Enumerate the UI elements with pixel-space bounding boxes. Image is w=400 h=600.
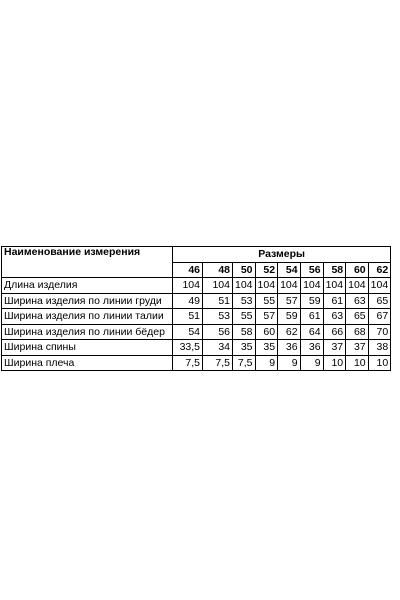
value-cell: 65 [346,309,369,325]
value-cell: 49 [173,293,203,309]
value-cell: 59 [278,309,301,325]
value-cell: 7,5 [203,355,233,371]
size-cell: 48 [203,262,233,278]
size-cell: 50 [233,262,256,278]
value-cell: 59 [300,293,323,309]
value-cell: 104 [173,278,203,294]
value-cell: 10 [346,355,369,371]
value-cell: 70 [368,324,391,340]
value-cell: 61 [300,309,323,325]
value-cell: 53 [203,309,233,325]
value-cell: 58 [233,324,256,340]
row-label: Ширина изделия по линии талии [2,309,173,325]
value-cell: 104 [300,278,323,294]
row-label: Длина изделия [2,278,173,294]
size-cell: 62 [368,262,391,278]
value-cell: 61 [323,293,346,309]
row-label: Ширина спины [2,340,173,356]
value-cell: 104 [368,278,391,294]
value-cell: 63 [323,309,346,325]
size-cell: 46 [173,262,203,278]
value-cell: 62 [278,324,301,340]
value-cell: 68 [346,324,369,340]
sizes-header: Размеры [173,247,391,263]
value-cell: 104 [233,278,256,294]
value-cell: 65 [368,293,391,309]
value-cell: 67 [368,309,391,325]
size-cell: 60 [346,262,369,278]
value-cell: 37 [346,340,369,356]
value-cell: 9 [255,355,278,371]
value-cell: 7,5 [233,355,256,371]
measurement-name-header: Наименование измерения [2,247,173,278]
value-cell: 104 [278,278,301,294]
value-cell: 57 [278,293,301,309]
value-cell: 104 [255,278,278,294]
value-cell: 36 [278,340,301,356]
value-cell: 35 [255,340,278,356]
value-cell: 104 [346,278,369,294]
size-cell: 58 [323,262,346,278]
table-row [2,340,391,356]
row-label: Ширина изделия по линии груди [2,293,173,309]
row-label: Ширина изделия по линии бёдер [2,324,173,340]
value-cell: 10 [368,355,391,371]
value-cell: 38 [368,340,391,356]
value-cell: 37 [323,340,346,356]
value-cell: 10 [323,355,346,371]
value-cell: 104 [203,278,233,294]
value-cell: 54 [173,324,203,340]
value-cell: 51 [173,309,203,325]
value-cell: 9 [300,355,323,371]
size-cell: 56 [300,262,323,278]
value-cell: 51 [203,293,233,309]
table-row [2,278,391,294]
value-cell: 66 [323,324,346,340]
value-cell: 7,5 [173,355,203,371]
value-cell: 56 [203,324,233,340]
size-cell: 52 [255,262,278,278]
value-cell: 64 [300,324,323,340]
value-cell: 104 [323,278,346,294]
value-cell: 35 [233,340,256,356]
value-cell: 53 [233,293,256,309]
size-cell: 54 [278,262,301,278]
row-label: Ширина плеча [2,355,173,371]
value-cell: 55 [233,309,256,325]
size-chart-table [1,246,391,371]
table-row [2,293,391,309]
value-cell: 36 [300,340,323,356]
value-cell: 63 [346,293,369,309]
value-cell: 9 [278,355,301,371]
table-row [2,355,391,371]
table-header-row [2,247,391,263]
value-cell: 57 [255,309,278,325]
value-cell: 34 [203,340,233,356]
value-cell: 55 [255,293,278,309]
table-row [2,309,391,325]
value-cell: 60 [255,324,278,340]
value-cell: 33,5 [173,340,203,356]
table-row [2,324,391,340]
